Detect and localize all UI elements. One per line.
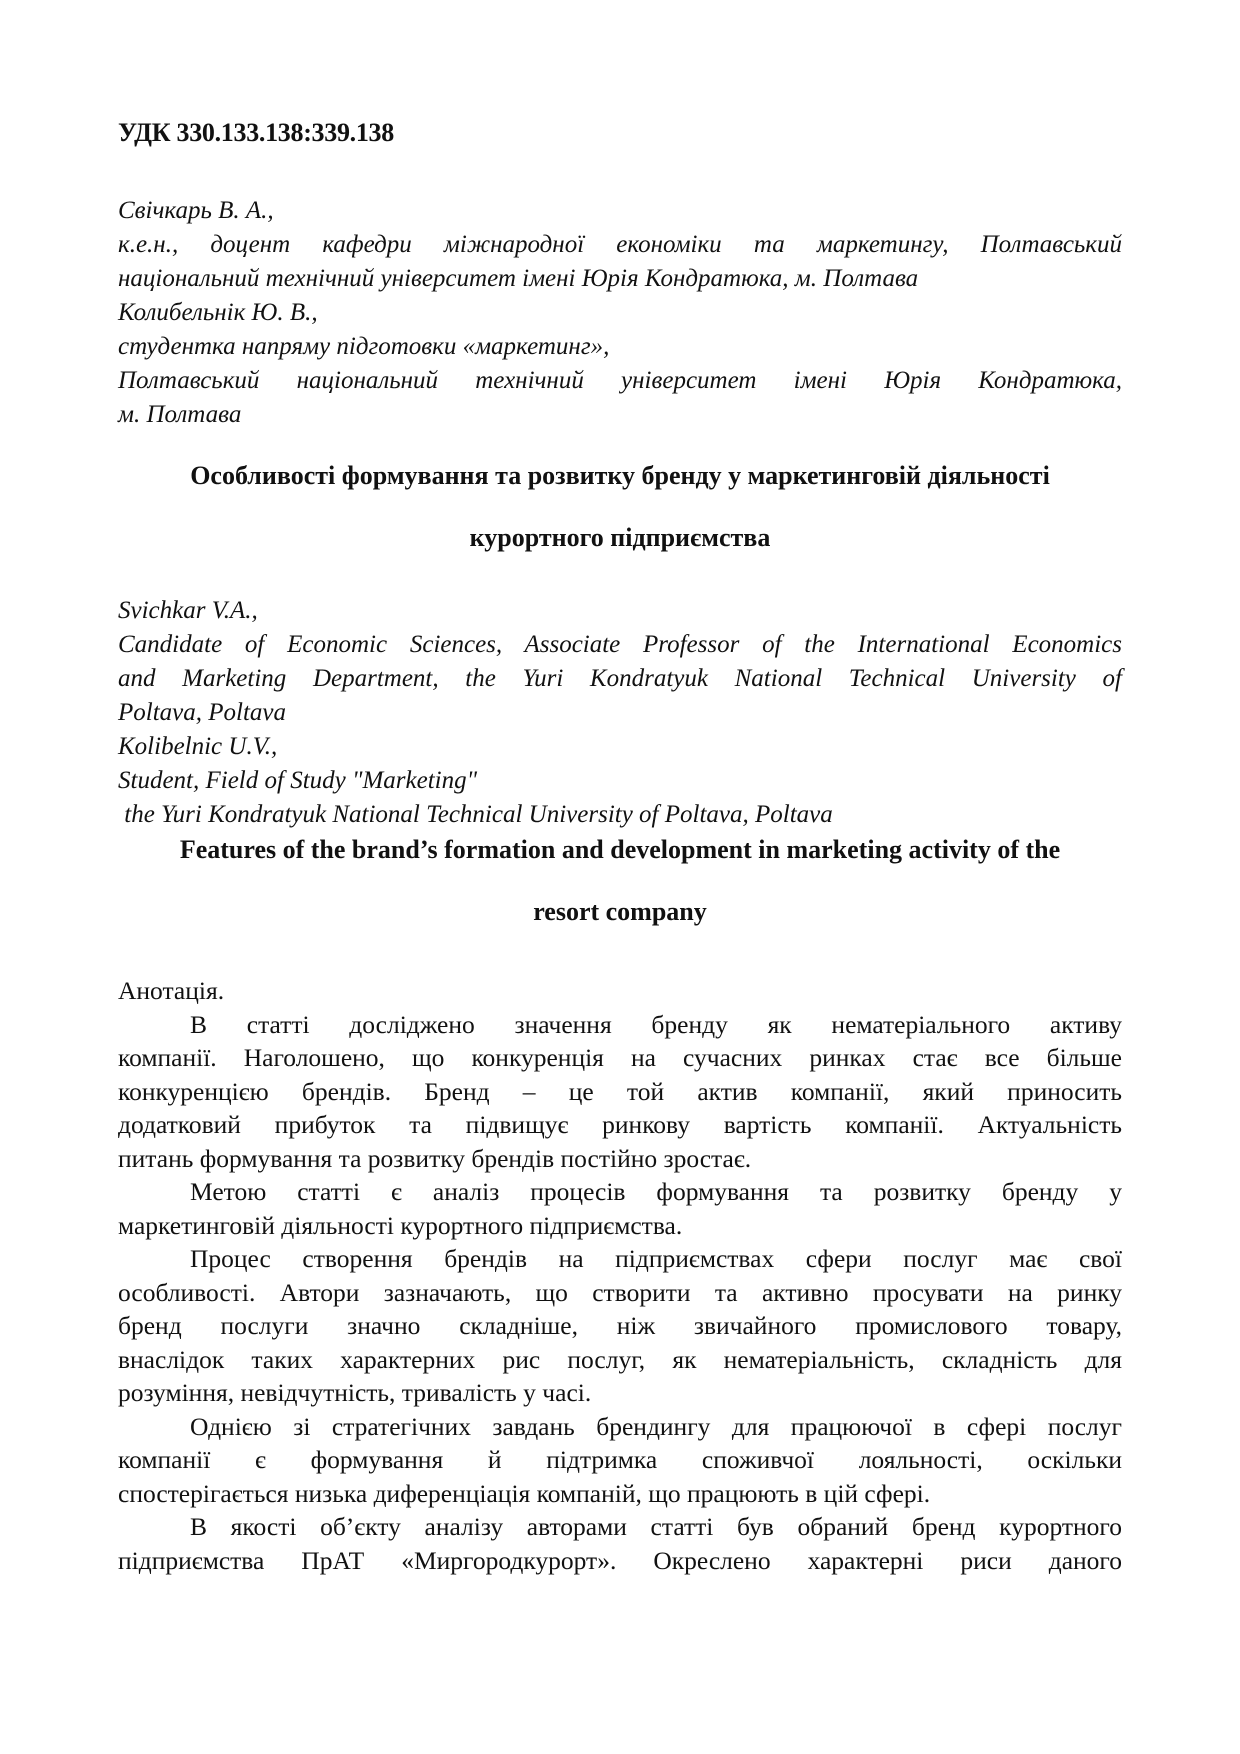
udc-code: УДК 330.133.138:339.138	[118, 118, 394, 147]
abstract-paragraph	[118, 1008, 1122, 1176]
abstract-paragraph	[118, 1242, 1122, 1410]
authors-ukrainian	[118, 194, 1122, 432]
article-title-ukrainian	[118, 452, 1122, 562]
paragraph-line: Процес створення брендів на підприємствах сфери послуг має свої	[190, 1244, 1122, 1273]
paragraph-line: додатковий прибуток та підвищує ринкову вартість компанії. Актуальність	[118, 1110, 1122, 1139]
author-affiliation: and Marketing Department, the Yuri Kondratyuk National Technical University of	[118, 665, 1122, 692]
abstract-paragraph	[118, 1175, 1122, 1242]
article-title-english	[118, 826, 1122, 936]
author-affiliation: к.е.н., доцент кафедри міжнародної економіки та маркетингу, Полтавський	[118, 231, 1122, 258]
paragraph-line: підприємства ПрАТ «Миргородкурорт». Окреслено характерні риси даного	[118, 1545, 1122, 1575]
author-affiliation: національний технічний університет імені Юрія Кондратюка, м. Полтава	[118, 265, 919, 292]
title-line: resort company	[533, 897, 707, 926]
paragraph-line: бренд послуги значно складніше, ніж звичайного промислового товару,	[118, 1311, 1122, 1340]
author-name: Свічкарь В. А.,	[118, 197, 274, 224]
paragraph-line: В якості об’єкту аналізу авторами статті був обраний бренд курортного	[190, 1512, 1122, 1541]
author-name: Svichkar V.A.,	[118, 597, 258, 624]
paragraph-line: спостерігається низька диференціація компаній, що працюють в цій сфері.	[118, 1478, 931, 1508]
author-affiliation: the Yuri Kondratyuk National Technical University of Poltava, Poltava	[118, 801, 833, 828]
paragraph-line: розуміння, невідчутність, тривалість у часі.	[118, 1378, 592, 1407]
paragraph-line: внаслідок таких характерних рис послуг, як нематеріальність, складність для	[118, 1344, 1122, 1374]
author-affiliation: Полтавський національний технічний університет імені Юрія Кондратюка,	[118, 367, 1122, 394]
author-name: Kolibelnic U.V.,	[118, 733, 278, 760]
title-line: курортного підприємства	[469, 523, 771, 552]
author-affiliation: м. Полтава	[118, 401, 242, 428]
paragraph-line: Метою статті є аналіз процесів формування та розвитку бренду у	[190, 1177, 1122, 1206]
paragraph-line: компанії. Наголошено, що конкуренція на сучасних ринках стає все більше	[118, 1043, 1122, 1072]
paragraph-line: питань формування та розвитку брендів постійно зростає.	[118, 1143, 752, 1173]
abstract-heading: Анотація.	[118, 976, 225, 1005]
title-line: Особливості формування та розвитку бренду у маркетинговій діяльності	[190, 461, 1050, 490]
paragraph-line: маркетинговій діяльності курортного підприємства.	[118, 1210, 683, 1240]
author-affiliation: Candidate of Economic Sciences, Associate Professor of the International Economics	[118, 631, 1122, 658]
abstract-paragraph	[118, 1410, 1122, 1511]
authors-english	[118, 594, 1122, 832]
author-name: Колибельнік Ю. В.,	[118, 299, 318, 326]
author-affiliation: Poltava, Poltava	[118, 699, 287, 726]
author-affiliation: студентка напряму підготовки «маркетинг»,	[118, 333, 610, 360]
paragraph-line: особливості. Автори зазначають, що створити та активно просувати на ринку	[118, 1277, 1122, 1307]
abstract-paragraph	[118, 1510, 1122, 1577]
paragraph-line: компанії є формування й підтримка споживчої лояльності, оскільки	[118, 1445, 1122, 1474]
title-line: Features of the brand’s formation and development in marketing activity of the	[179, 835, 1061, 864]
paragraph-line: Однією зі стратегічних завдань брендингу для працюючої в сфері послуг	[190, 1411, 1122, 1441]
paragraph-line: В статті досліджено значення бренду як нематеріального активу	[190, 1009, 1122, 1039]
author-affiliation: Student, Field of Study "Marketing"	[118, 767, 478, 794]
abstract-section	[118, 974, 1122, 1577]
paragraph-line: конкуренцією брендів. Бренд – це той актив компанії, який приносить	[118, 1076, 1122, 1106]
